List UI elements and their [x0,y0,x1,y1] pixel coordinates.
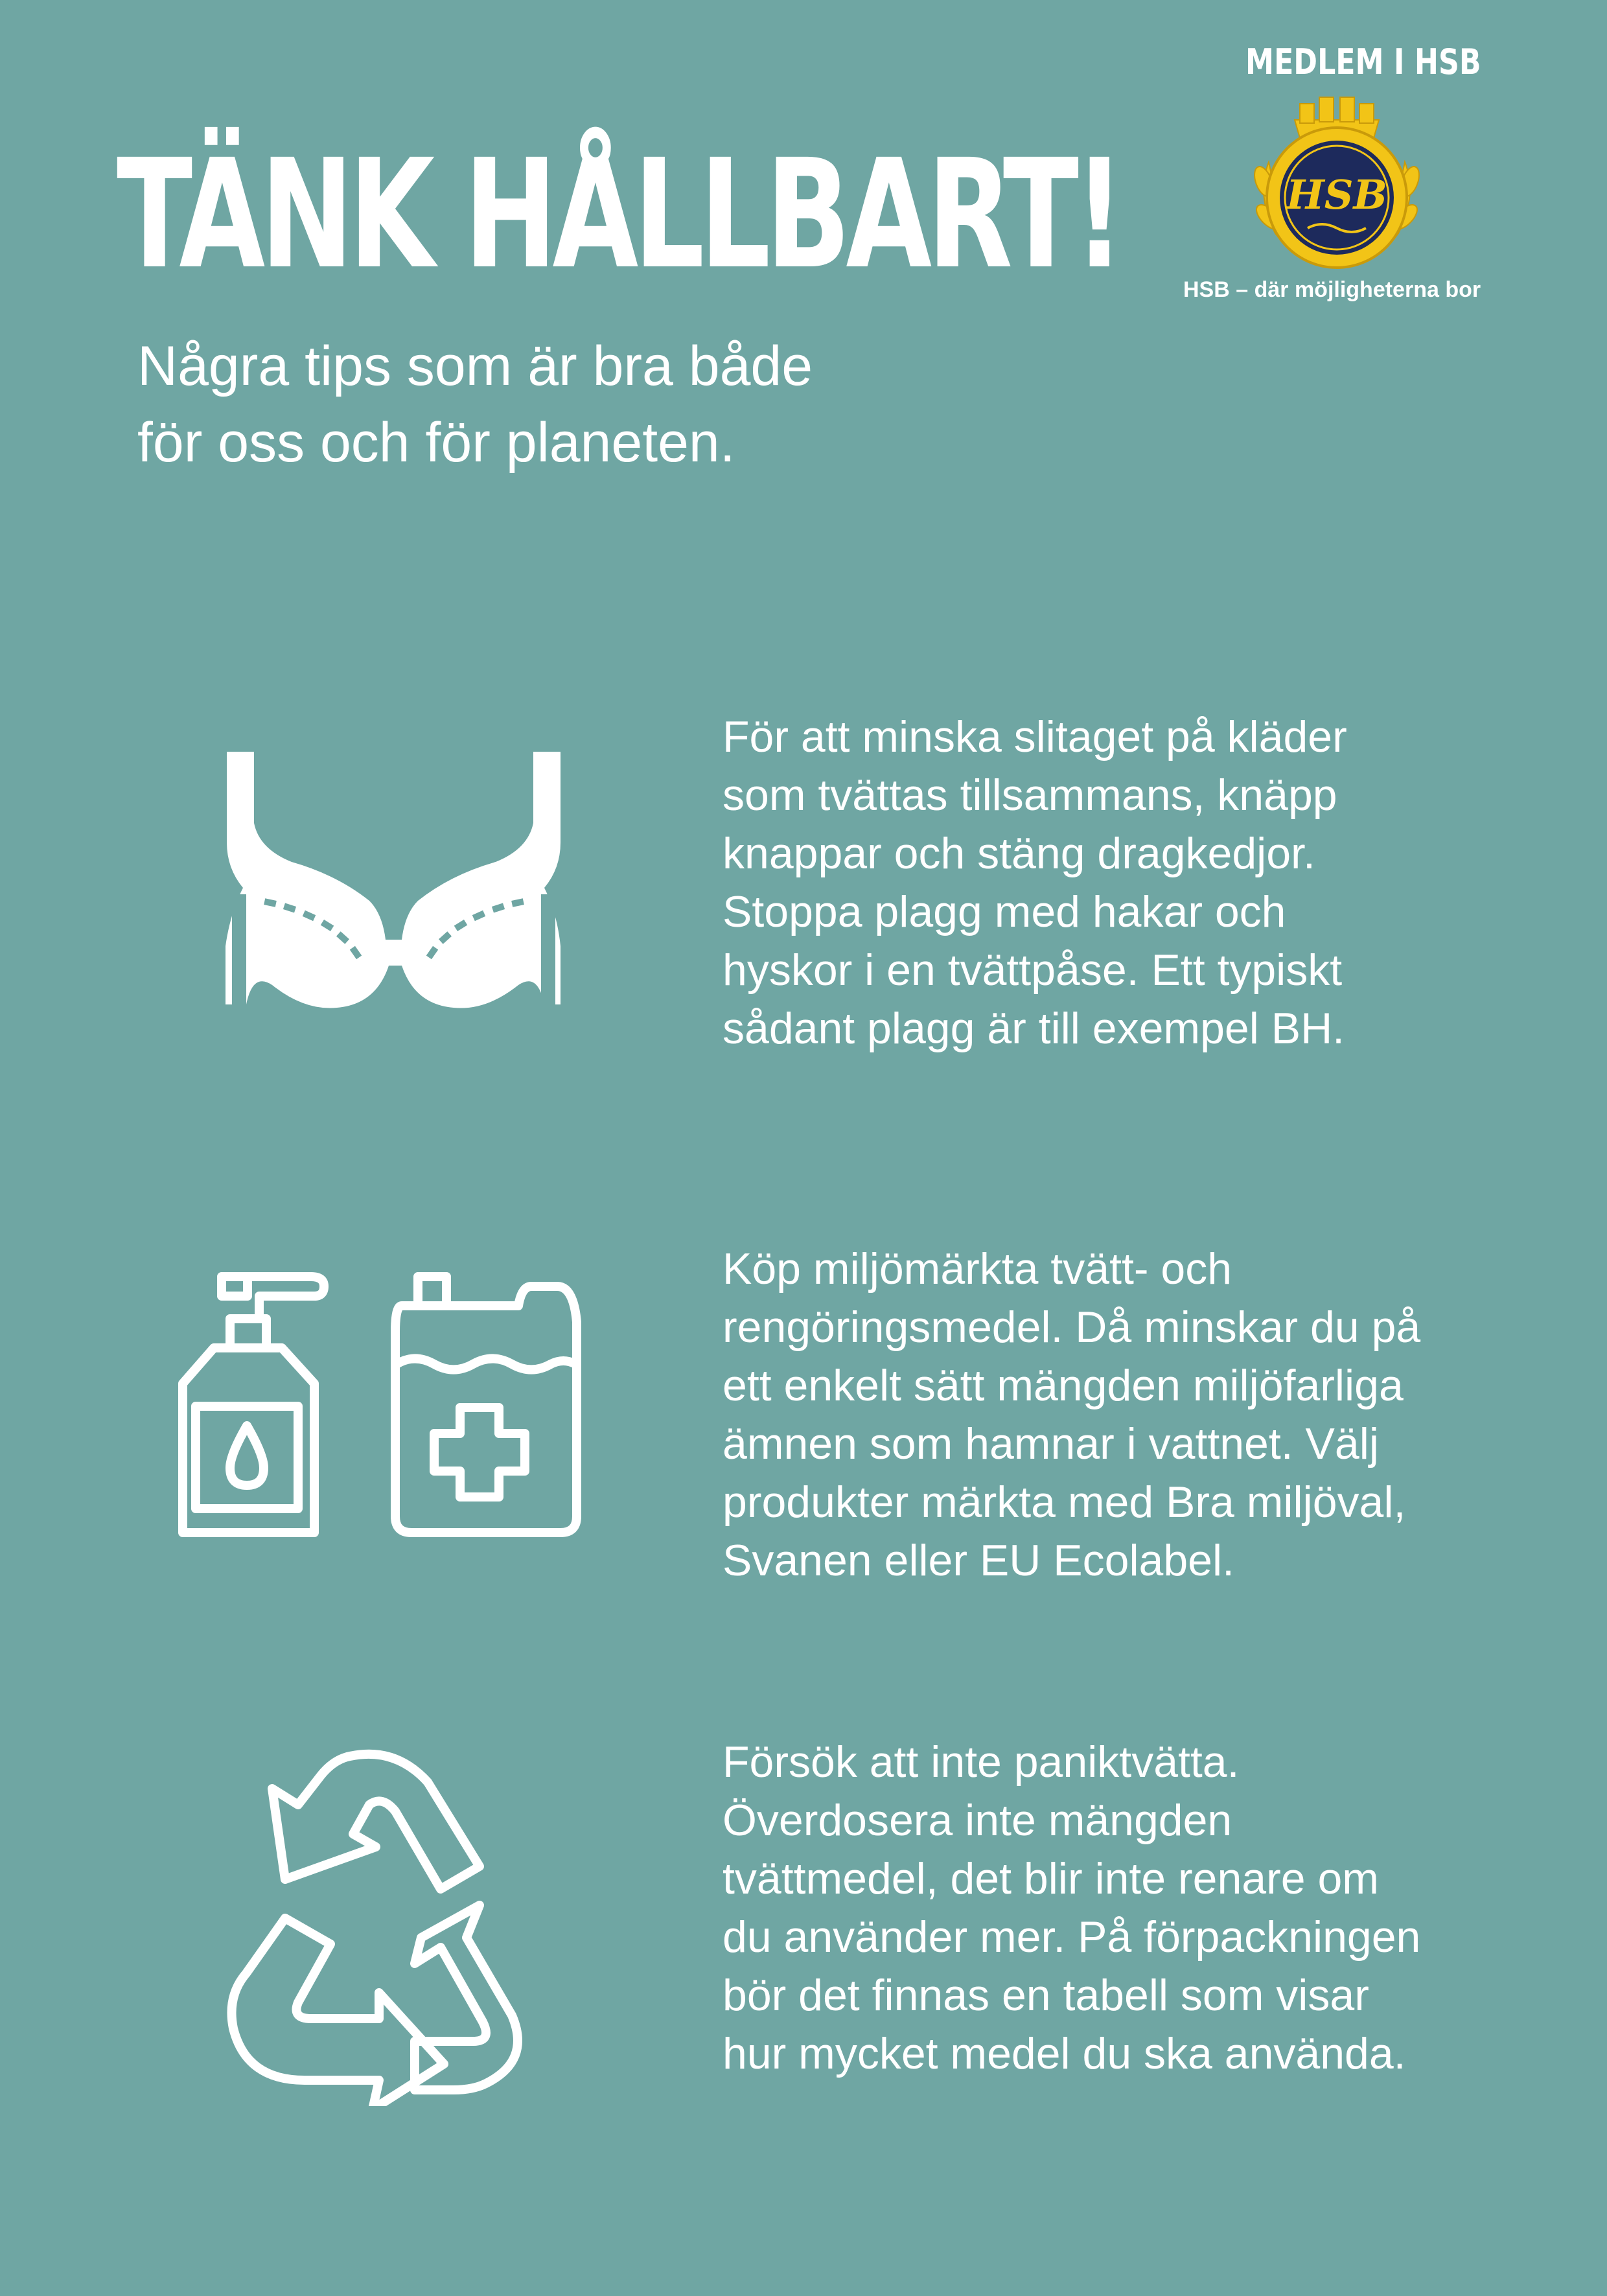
tip-text-dosage: Försök att inte paniktvätta. Överdosera inte mängden tvättmedel, det blir inte renare om du använder mer. På förpackningen bör det finnas en tabell som visar hur mycket medel du ska använda. [723,1737,1421,2078]
hsb-logo [1249,91,1424,285]
page-subtitle: Några tips som är bra både för oss och för planeten. [137,335,813,474]
page-title: TÄNK HÅLLBART! [117,127,1120,302]
tip-text-detergent: Köp miljömärkta tvätt- och rengöringsmedel. Då minskar du på ett enkelt sätt mängden miljöfarliga ämnen som hamnar i vattnet. Välj produkter märkta med Bra miljöval, Svanen eller EU Ecolabel. [723,1244,1421,1585]
recycle-icon [207,1743,570,2106]
tip-text-clothes: För att minska slitaget på kläder som tvättas tillsammans, knäpp knappar och stäng dragkedjor. Stoppa plagg med hakar och hyskor i en tvättpåse. Ett typiskt sådant plagg är till exempel BH. [723,712,1347,1053]
logo-text: HSB [1286,171,1387,218]
bra-icon [207,752,570,1017]
detergent-bottles-icon [168,1270,609,1542]
member-label: MEDLEM I HSB [1245,41,1481,82]
brand-tagline: HSB – där möjligheterna bor [1183,277,1481,302]
